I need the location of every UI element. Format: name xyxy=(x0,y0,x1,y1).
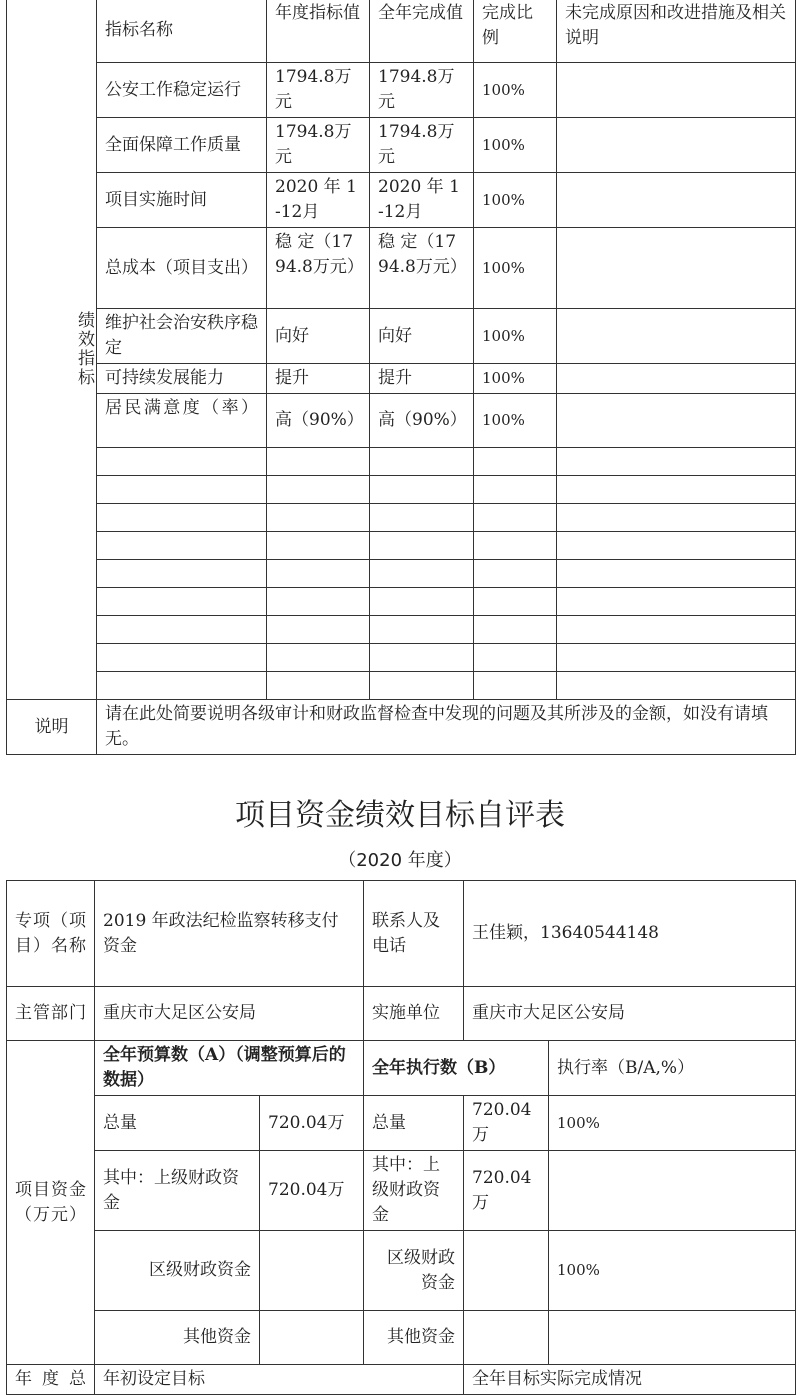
target-value: 1794.8万元 xyxy=(267,63,370,118)
completion-value: 1794.8万元 xyxy=(370,118,474,173)
fund-row-exec-label: 其中：上级财政资金 xyxy=(364,1151,464,1231)
reason-notes xyxy=(557,228,796,309)
indicator-name: 公安工作稳定运行 xyxy=(97,63,267,118)
target-value: 高（90%） xyxy=(267,394,370,448)
fund-row-exec-label: 总量 xyxy=(364,1096,464,1151)
target-value: 提升 xyxy=(267,364,370,394)
empty-row xyxy=(7,672,796,700)
project-name-value: 2019 年政法纪检监察转移支付资金 xyxy=(95,881,364,987)
performance-indicator-table xyxy=(6,0,796,755)
dept-value: 重庆市大足区公安局 xyxy=(95,987,364,1041)
target-value: 1794.8万元 xyxy=(267,118,370,173)
fund-row-rate xyxy=(549,1311,796,1365)
indicator-name: 维护社会治安秩序稳定 xyxy=(97,309,267,364)
target-value: 2020 年 1-12月 xyxy=(267,173,370,228)
actual-completion-label: 全年目标实际完成情况 xyxy=(464,1365,796,1395)
empty-row xyxy=(7,644,796,672)
funds-label: 项目资金（万元） xyxy=(7,1041,95,1365)
impl-value: 重庆市大足区公安局 xyxy=(464,987,796,1041)
header-reason-notes: 未完成原因和改进措施及相关说明 xyxy=(557,0,796,63)
section-label-performance: 绩效指标 xyxy=(7,0,97,700)
indicator-name: 项目实施时间 xyxy=(97,173,267,228)
completion-ratio: 100% xyxy=(474,118,557,173)
reason-notes xyxy=(557,309,796,364)
empty-row xyxy=(7,588,796,616)
reason-notes xyxy=(557,364,796,394)
note-label: 说明 xyxy=(7,700,97,755)
header-annual-target: 年度指标值 xyxy=(267,0,370,63)
target-value: 向好 xyxy=(267,309,370,364)
fund-row-rate: 100% xyxy=(549,1096,796,1151)
completion-ratio: 100% xyxy=(474,309,557,364)
reason-notes xyxy=(557,63,796,118)
header-completion-ratio: 完成比例 xyxy=(474,0,557,63)
note-text: 请在此处简要说明各级审计和财政监督检查中发现的问题及其所涉及的金额，如没有请填无。 xyxy=(97,700,796,755)
completion-value: 稳 定（1794.8万元） xyxy=(370,228,474,309)
annual-label: 年度总 xyxy=(7,1365,95,1395)
dept-label: 主管部门 xyxy=(7,987,95,1041)
fund-row-label: 区级财政资金 xyxy=(95,1231,260,1311)
reason-notes xyxy=(557,118,796,173)
empty-row xyxy=(7,532,796,560)
completion-value: 1794.8万元 xyxy=(370,63,474,118)
completion-ratio: 100% xyxy=(474,364,557,394)
contact-label: 联系人及电话 xyxy=(364,881,464,987)
completion-ratio: 100% xyxy=(474,173,557,228)
fund-row-exec-label: 其他资金 xyxy=(364,1311,464,1365)
empty-row xyxy=(7,616,796,644)
fund-row-exec xyxy=(464,1311,549,1365)
indicator-name: 可持续发展能力 xyxy=(97,364,267,394)
empty-row xyxy=(7,560,796,588)
rate-header: 执行率（B/A,%） xyxy=(549,1041,796,1096)
fund-row-budget: 720.04万 xyxy=(260,1151,364,1231)
indicator-name: 居民满意度（率） xyxy=(97,394,267,448)
target-value: 稳 定（1794.8万元） xyxy=(267,228,370,309)
indicator-name: 总成本（项目支出） xyxy=(97,228,267,309)
fund-row-budget xyxy=(260,1311,364,1365)
completion-ratio: 100% xyxy=(474,394,557,448)
empty-row xyxy=(7,448,796,476)
fund-row-rate: 100% xyxy=(549,1231,796,1311)
impl-label: 实施单位 xyxy=(364,987,464,1041)
completion-value: 高（90%） xyxy=(370,394,474,448)
completion-ratio: 100% xyxy=(474,63,557,118)
reason-notes xyxy=(557,394,796,448)
indicator-name: 全面保障工作质量 xyxy=(97,118,267,173)
fund-row-label: 总量 xyxy=(95,1096,260,1151)
fund-row-exec: 720.04万 xyxy=(464,1151,549,1231)
completion-value: 向好 xyxy=(370,309,474,364)
fund-row-exec: 720.04万 xyxy=(464,1096,549,1151)
form-title: 项目资金绩效目标自评表 xyxy=(235,798,565,833)
budget-header: 全年预算数（A）（调整预算后的数据） xyxy=(95,1041,364,1096)
fund-row-label: 其中：上级财政资金 xyxy=(95,1151,260,1231)
empty-row xyxy=(7,476,796,504)
exec-header: 全年执行数（B） xyxy=(364,1041,549,1096)
empty-row xyxy=(7,504,796,532)
completion-ratio: 100% xyxy=(474,228,557,309)
header-annual-completion: 全年完成值 xyxy=(370,0,474,63)
contact-value: 王佳颖，13640544148 xyxy=(464,881,796,987)
project-name-label: 专项（项目）名称 xyxy=(7,881,95,987)
initial-goal-label: 年初设定目标 xyxy=(95,1365,464,1395)
fund-row-label: 其他资金 xyxy=(95,1311,260,1365)
completion-value: 2020 年 1-12月 xyxy=(370,173,474,228)
fund-row-exec-label: 区级财政资金 xyxy=(364,1231,464,1311)
header-indicator-name: 指标名称 xyxy=(97,0,267,63)
self-evaluation-table xyxy=(6,880,796,1395)
reason-notes xyxy=(557,173,796,228)
completion-value: 提升 xyxy=(370,364,474,394)
fund-row-budget xyxy=(260,1231,364,1311)
form-year: （2020 年度） xyxy=(338,850,462,871)
fund-row-exec xyxy=(464,1231,549,1311)
fund-row-rate xyxy=(549,1151,796,1231)
fund-row-budget: 720.04万 xyxy=(260,1096,364,1151)
